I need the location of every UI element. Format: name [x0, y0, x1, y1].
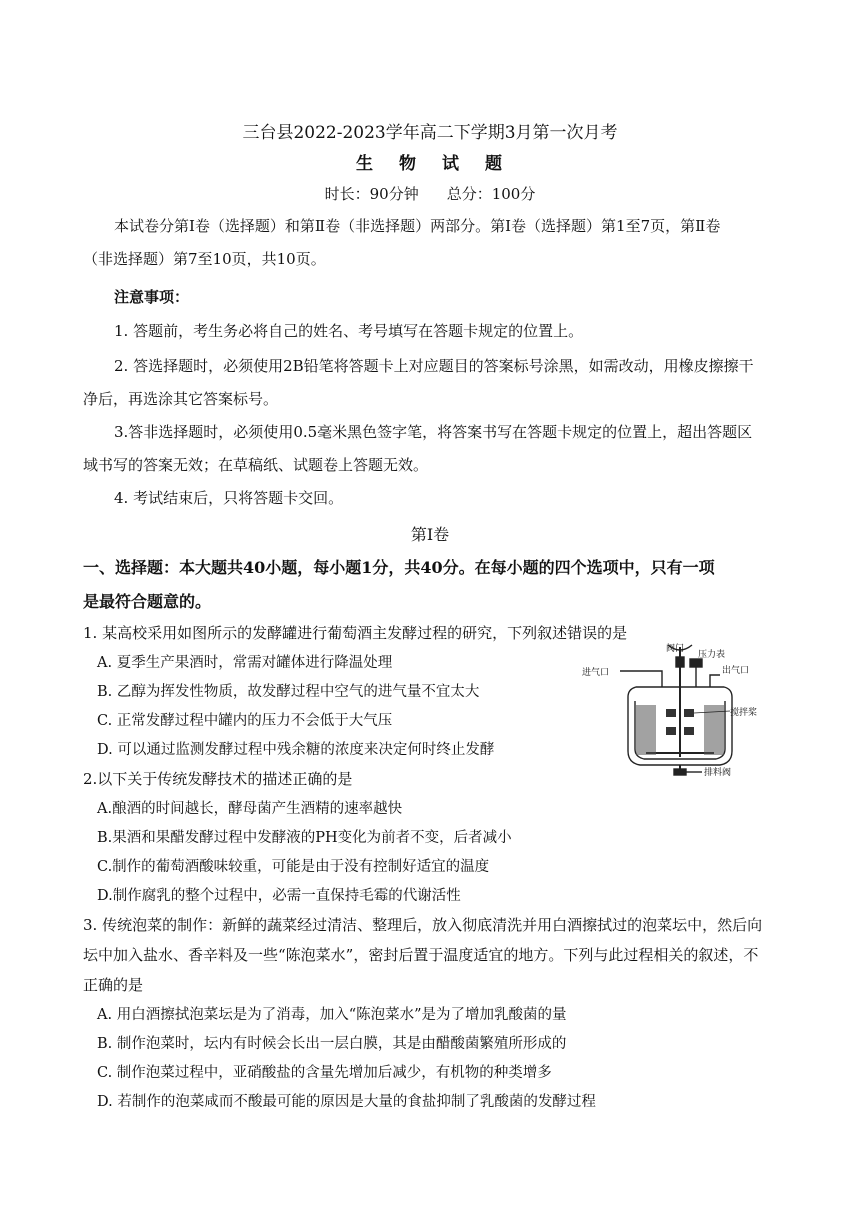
section1-line-1: 一、选择题：本大题共40小题，每小题1分，共40分。在每小题的四个选项中，只有一项	[83, 558, 715, 577]
diagram-label-air-outlet: 出气口	[722, 666, 750, 676]
exam-duration: 时长：90分钟	[324, 185, 419, 203]
intro-line-2: （非选择题）第7至10页，共10页。	[83, 250, 326, 268]
note-3-line-1: 3.答非选择题时，必须使用0.5毫米黑色签字笔，将答案书写在答题卡规定的位置上，超出答题区	[114, 423, 753, 441]
q3-stem-line-2: 坛中加入盐水、香辛料及一些“陈泡菜水”，密封后置于温度适宜的地方。下列与此过程相关的叙述，不	[83, 946, 759, 964]
subject-char-1: 生	[356, 154, 375, 174]
q2-stem: 2.以下关于传统发酵技术的描述正确的是	[83, 770, 353, 788]
q3-option-b: B. 制作泡菜时，坛内有时候会长出一层白膜，其是由醋酸菌繁殖所形成的	[97, 1036, 567, 1052]
part1-title: 第Ⅰ卷	[410, 525, 450, 544]
q3-option-a: A. 用白酒擦拭泡菜坛是为了消毒，加入“陈泡菜水”是为了增加乳酸菌的量	[97, 1007, 567, 1023]
q2-option-b: B.果酒和果醋发酵过程中发酵液的PH变化为前者不变，后者减小	[97, 830, 512, 846]
diagram-label-pressure-gauge: 压力表	[698, 650, 726, 660]
q3-option-d: D. 若制作的泡菜咸而不酸最可能的原因是大量的食盐抑制了乳酸菌的发酵过程	[97, 1094, 596, 1110]
q2-option-c: C.制作的葡萄酒酸味较重，可能是由于没有控制好适宜的温度	[97, 859, 490, 875]
diagram-label-stirrer: 搅拌桨	[730, 708, 758, 718]
note-2-line-1: 2. 答选择题时，必须使用2B铅笔将答题卡上对应题目的答案标号涂黑，如需改动，用橡皮擦擦干	[114, 357, 754, 375]
q1-option-a: A. 夏季生产果酒时，常需对罐体进行降温处理	[97, 655, 393, 671]
diagram-label-air-inlet: 进气口	[582, 668, 610, 678]
exam-total: 总分：100分	[446, 185, 536, 203]
note-1: 1. 答题前，考生务必将自己的姓名、考号填写在答题卡规定的位置上。	[114, 322, 584, 340]
subject-char-2: 物	[399, 154, 418, 174]
q3-stem-line-3: 正确的是	[83, 976, 144, 994]
intro-line-1: 本试卷分第Ⅰ卷（选择题）和第Ⅱ卷（非选择题）两部分。第Ⅰ卷（选择题）第1至7页，第Ⅱ卷	[114, 217, 721, 235]
section1-line-2: 是最符合题意的。	[83, 592, 212, 611]
q2-option-d: D.制作腐乳的整个过程中，必需一直保持毛霉的代谢活性	[97, 888, 461, 904]
exam-meta	[0, 183, 860, 204]
fermenter-diagram	[580, 639, 770, 779]
diagram-label-valve: 阀门	[666, 644, 685, 654]
diagram-label-drain-valve: 排料阀	[704, 768, 732, 778]
q2-option-a: A.酿酒的时间越长，酵母菌产生酒精的速率越快	[97, 801, 403, 817]
q3-stem-line-1: 3. 传统泡菜的制作：新鲜的蔬菜经过清洁、整理后，放入彻底清洗并用白酒擦拭过的泡菜坛中，然后向	[83, 916, 763, 934]
q3-option-c: C. 制作泡菜过程中，亚硝酸盐的含量先增加后减少，有机物的种类增多	[97, 1065, 552, 1081]
note-4: 4. 考试结束后，只将答题卡交回。	[114, 489, 344, 507]
q1-option-d: D. 可以通过监测发酵过程中残余糖的浓度来决定何时终止发酵	[97, 742, 495, 758]
q1-option-b: B. 乙醇为挥发性物质，故发酵过程中空气的进气量不宜太大	[97, 684, 480, 700]
subject-char-4: 题	[485, 154, 504, 174]
note-3-line-2: 域书写的答案无效；在草稿纸、试题卷上答题无效。	[83, 456, 429, 474]
q1-option-c: C. 正常发酵过程中罐内的压力不会低于大气压	[97, 713, 393, 729]
subject-title	[0, 149, 860, 174]
subject-char-3: 试	[442, 154, 461, 174]
notes-heading: 注意事项：	[114, 288, 190, 306]
q1-stem: 1. 某高校采用如图所示的发酵罐进行葡萄酒主发酵过程的研究，下列叙述错误的是	[83, 624, 628, 642]
exam-title: 三台县2022-2023学年高二下学期3月第一次月考	[242, 123, 618, 143]
note-2-line-2: 净后，再选涂其它答案标号。	[83, 390, 279, 408]
